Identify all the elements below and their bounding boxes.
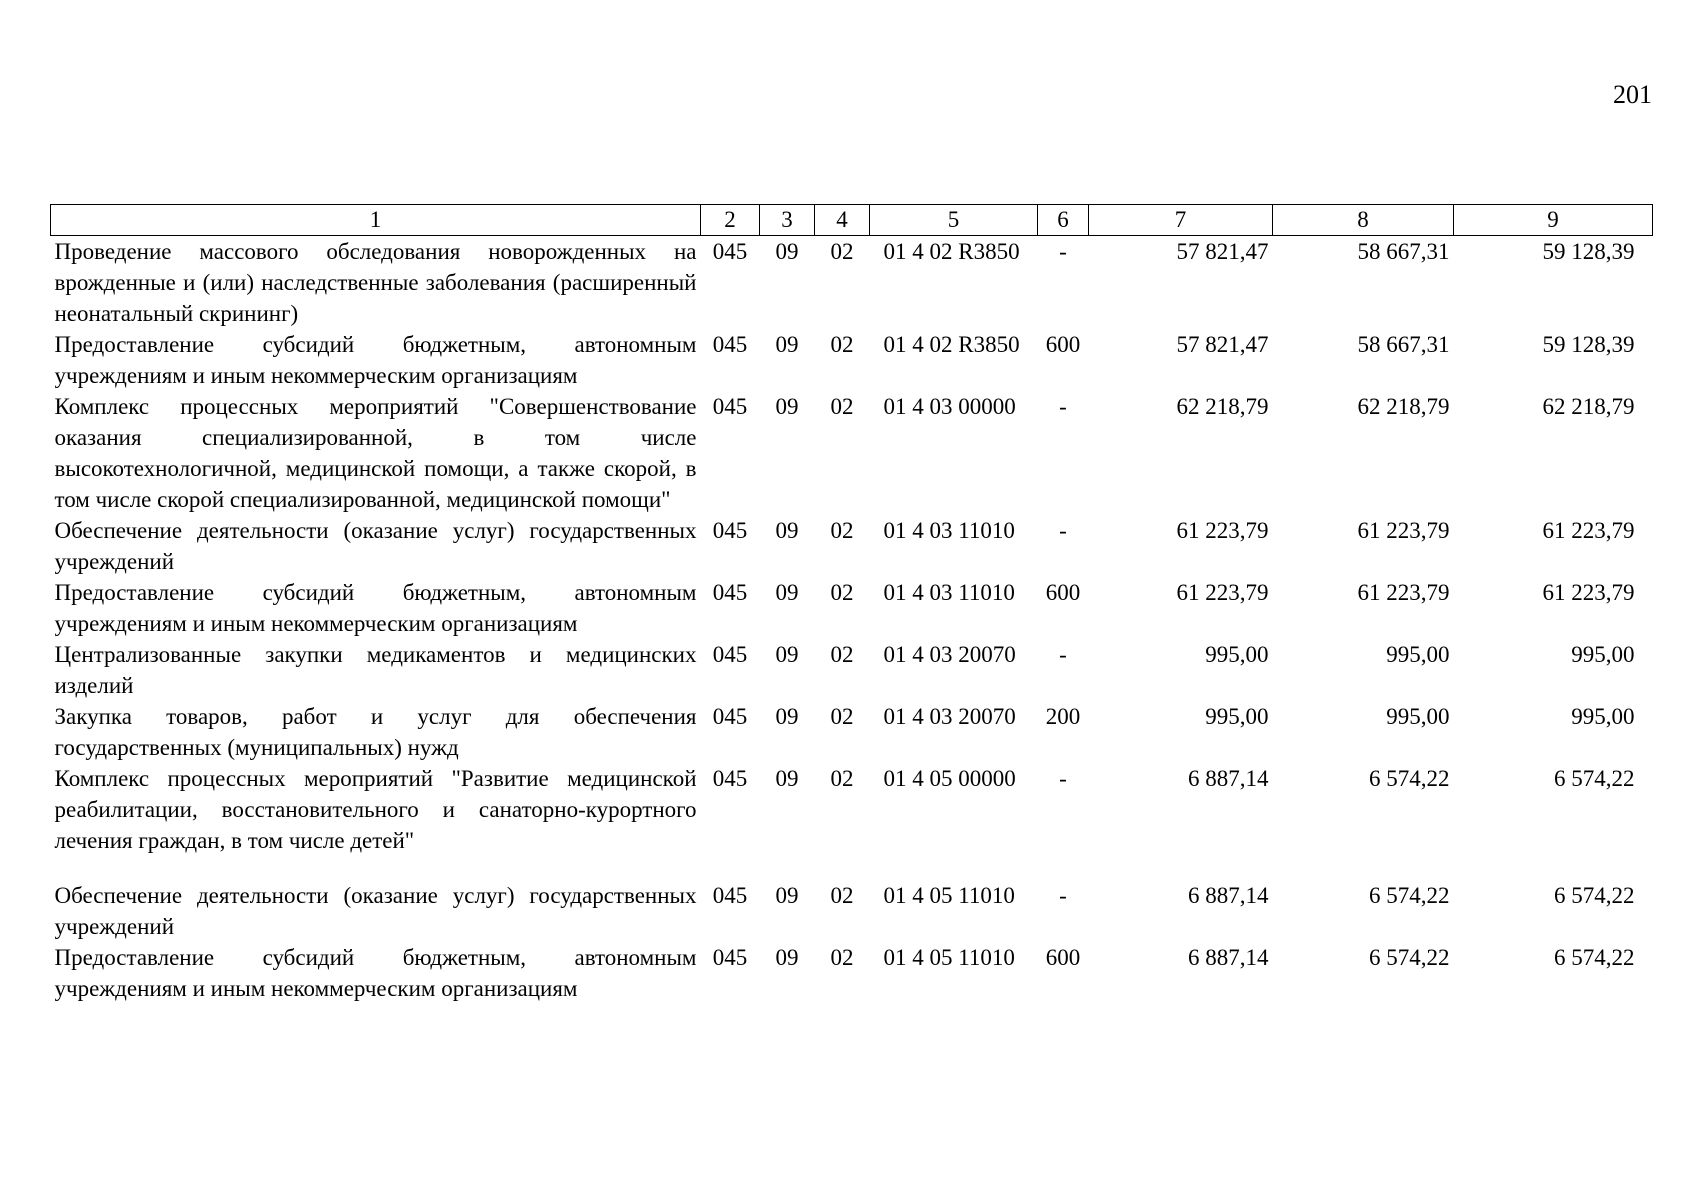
row-col-4: 02 xyxy=(830,332,854,357)
header-col-3: 3 xyxy=(760,205,815,236)
row-col-7: 995,00 xyxy=(1205,642,1269,667)
row-col-6: 200 xyxy=(1045,704,1081,729)
row-col-6: - xyxy=(1059,883,1067,908)
row-col-4: 02 xyxy=(830,883,854,908)
table-header xyxy=(51,205,1653,236)
header-col-6: 6 xyxy=(1038,205,1089,236)
row-col-8: 995,00 xyxy=(1386,642,1450,667)
row-col-2: 045 xyxy=(712,394,748,419)
row-name: Закупка товаров, работ и услуг для обеспечения государственных (муниципальных) нужд xyxy=(54,704,697,760)
header-col-8: 8 xyxy=(1273,205,1454,236)
table-row xyxy=(51,639,1653,701)
table-row xyxy=(51,942,1653,1004)
row-col-5: 01 4 02 R3850 xyxy=(883,239,1020,264)
row-col-4: 02 xyxy=(830,945,854,970)
row-col-8: 995,00 xyxy=(1386,704,1450,729)
row-name: Централизованные закупки медикаментов и медицинских изделий xyxy=(54,642,697,698)
row-col-9: 6 574,22 xyxy=(1554,766,1635,791)
row-col-5: 01 4 03 11010 xyxy=(883,580,1015,605)
table-row xyxy=(51,577,1653,639)
row-col-5: 01 4 05 11010 xyxy=(883,945,1015,970)
header-col-7: 7 xyxy=(1089,205,1273,236)
row-col-9: 995,00 xyxy=(1571,642,1635,667)
row-col-6: 600 xyxy=(1045,945,1081,970)
row-name: Обеспечение деятельности (оказание услуг) государственных учреждений xyxy=(54,883,697,939)
table-row xyxy=(51,236,1653,330)
row-col-2: 045 xyxy=(712,766,748,791)
spacer-row xyxy=(51,856,1653,880)
row-col-4: 02 xyxy=(830,394,854,419)
row-col-3: 09 xyxy=(775,239,799,264)
row-col-3: 09 xyxy=(775,394,799,419)
row-col-3: 09 xyxy=(775,704,799,729)
row-col-8: 6 574,22 xyxy=(1369,945,1450,970)
row-col-4: 02 xyxy=(830,642,854,667)
table-row xyxy=(51,515,1653,577)
row-col-6: 600 xyxy=(1045,580,1081,605)
row-col-5: 01 4 03 00000 xyxy=(883,394,1016,419)
row-col-3: 09 xyxy=(775,580,799,605)
header-row xyxy=(51,205,1653,236)
row-col-4: 02 xyxy=(830,704,854,729)
row-col-5: 01 4 05 00000 xyxy=(883,766,1016,791)
row-col-3: 09 xyxy=(775,883,799,908)
page-number: 201 xyxy=(1613,80,1652,109)
header-col-5: 5 xyxy=(870,205,1038,236)
row-col-7: 62 218,79 xyxy=(1176,394,1269,419)
row-name: Предоставление субсидий бюджетным, автономным учреждениям и иным некоммерческим организациям xyxy=(54,945,697,1001)
row-col-3: 09 xyxy=(775,766,799,791)
row-col-6: - xyxy=(1059,642,1067,667)
row-col-2: 045 xyxy=(712,704,748,729)
header-col-1: 1 xyxy=(51,205,701,236)
row-col-9: 62 218,79 xyxy=(1542,394,1635,419)
row-col-8: 58 667,31 xyxy=(1357,239,1450,264)
table-row xyxy=(51,763,1653,856)
row-col-2: 045 xyxy=(712,239,748,264)
row-col-6: - xyxy=(1059,394,1067,419)
row-name: Комплекс процессных мероприятий "Развитие медицинской реабилитации, восстановительного и санаторно-курортного лечения граждан, в том числе детей" xyxy=(54,766,697,853)
row-col-8: 61 223,79 xyxy=(1357,580,1450,605)
row-col-9: 61 223,79 xyxy=(1542,518,1635,543)
row-col-7: 6 887,14 xyxy=(1188,945,1269,970)
table-body xyxy=(51,236,1653,1005)
row-col-6: - xyxy=(1059,239,1067,264)
row-col-9: 61 223,79 xyxy=(1542,580,1635,605)
row-col-8: 58 667,31 xyxy=(1357,332,1450,357)
row-col-5: 01 4 02 R3850 xyxy=(883,332,1020,357)
row-col-2: 045 xyxy=(712,945,748,970)
row-col-5: 01 4 03 11010 xyxy=(883,518,1015,543)
row-col-4: 02 xyxy=(830,766,854,791)
row-col-6: - xyxy=(1059,518,1067,543)
row-col-9: 995,00 xyxy=(1571,704,1635,729)
row-col-8: 62 218,79 xyxy=(1357,394,1450,419)
row-col-3: 09 xyxy=(775,518,799,543)
row-col-3: 09 xyxy=(775,945,799,970)
row-col-9: 59 128,39 xyxy=(1542,332,1635,357)
table-row xyxy=(51,391,1653,515)
row-col-2: 045 xyxy=(712,580,748,605)
budget-table xyxy=(50,204,1653,1004)
row-col-8: 61 223,79 xyxy=(1357,518,1450,543)
header-col-9: 9 xyxy=(1454,205,1653,236)
row-col-7: 6 887,14 xyxy=(1188,883,1269,908)
row-col-8: 6 574,22 xyxy=(1369,883,1450,908)
row-col-6: 600 xyxy=(1045,332,1081,357)
row-col-8: 6 574,22 xyxy=(1369,766,1450,791)
row-col-9: 6 574,22 xyxy=(1554,883,1635,908)
row-col-5: 01 4 05 11010 xyxy=(883,883,1015,908)
table-row xyxy=(51,701,1653,763)
table-row xyxy=(51,880,1653,942)
row-col-7: 61 223,79 xyxy=(1176,518,1269,543)
spacer-cell xyxy=(51,856,1653,880)
row-col-7: 57 821,47 xyxy=(1176,332,1269,357)
row-col-7: 995,00 xyxy=(1205,704,1269,729)
row-name: Комплекс процессных мероприятий "Совершенствование оказания специализированной, в том числе высокотехнологичной, медицинской помощи, а также скорой, в том числе скорой специализированной, медицинской помощи" xyxy=(54,394,697,512)
row-name: Предоставление субсидий бюджетным, автономным учреждениям и иным некоммерческим организациям xyxy=(54,580,697,636)
row-col-5: 01 4 03 20070 xyxy=(883,642,1016,667)
row-name: Проведение массового обследования новорожденных на врожденные и (или) наследственные заболевания (расширенный неонатальный скрининг) xyxy=(54,239,697,326)
row-col-4: 02 xyxy=(830,239,854,264)
row-col-3: 09 xyxy=(775,332,799,357)
row-col-2: 045 xyxy=(712,518,748,543)
header-col-2: 2 xyxy=(701,205,760,236)
row-col-2: 045 xyxy=(712,883,748,908)
row-col-6: - xyxy=(1059,766,1067,791)
row-col-2: 045 xyxy=(712,332,748,357)
row-col-4: 02 xyxy=(830,580,854,605)
row-col-7: 6 887,14 xyxy=(1188,766,1269,791)
row-col-9: 59 128,39 xyxy=(1542,239,1635,264)
table-row xyxy=(51,329,1653,391)
row-col-2: 045 xyxy=(712,642,748,667)
row-col-7: 61 223,79 xyxy=(1176,580,1269,605)
row-col-9: 6 574,22 xyxy=(1554,945,1635,970)
row-col-7: 57 821,47 xyxy=(1176,239,1269,264)
row-col-4: 02 xyxy=(830,518,854,543)
row-name: Предоставление субсидий бюджетным, автономным учреждениям и иным некоммерческим организациям xyxy=(54,332,697,388)
row-col-5: 01 4 03 20070 xyxy=(883,704,1016,729)
row-col-3: 09 xyxy=(775,642,799,667)
row-name: Обеспечение деятельности (оказание услуг) государственных учреждений xyxy=(54,518,697,574)
header-col-4: 4 xyxy=(815,205,870,236)
